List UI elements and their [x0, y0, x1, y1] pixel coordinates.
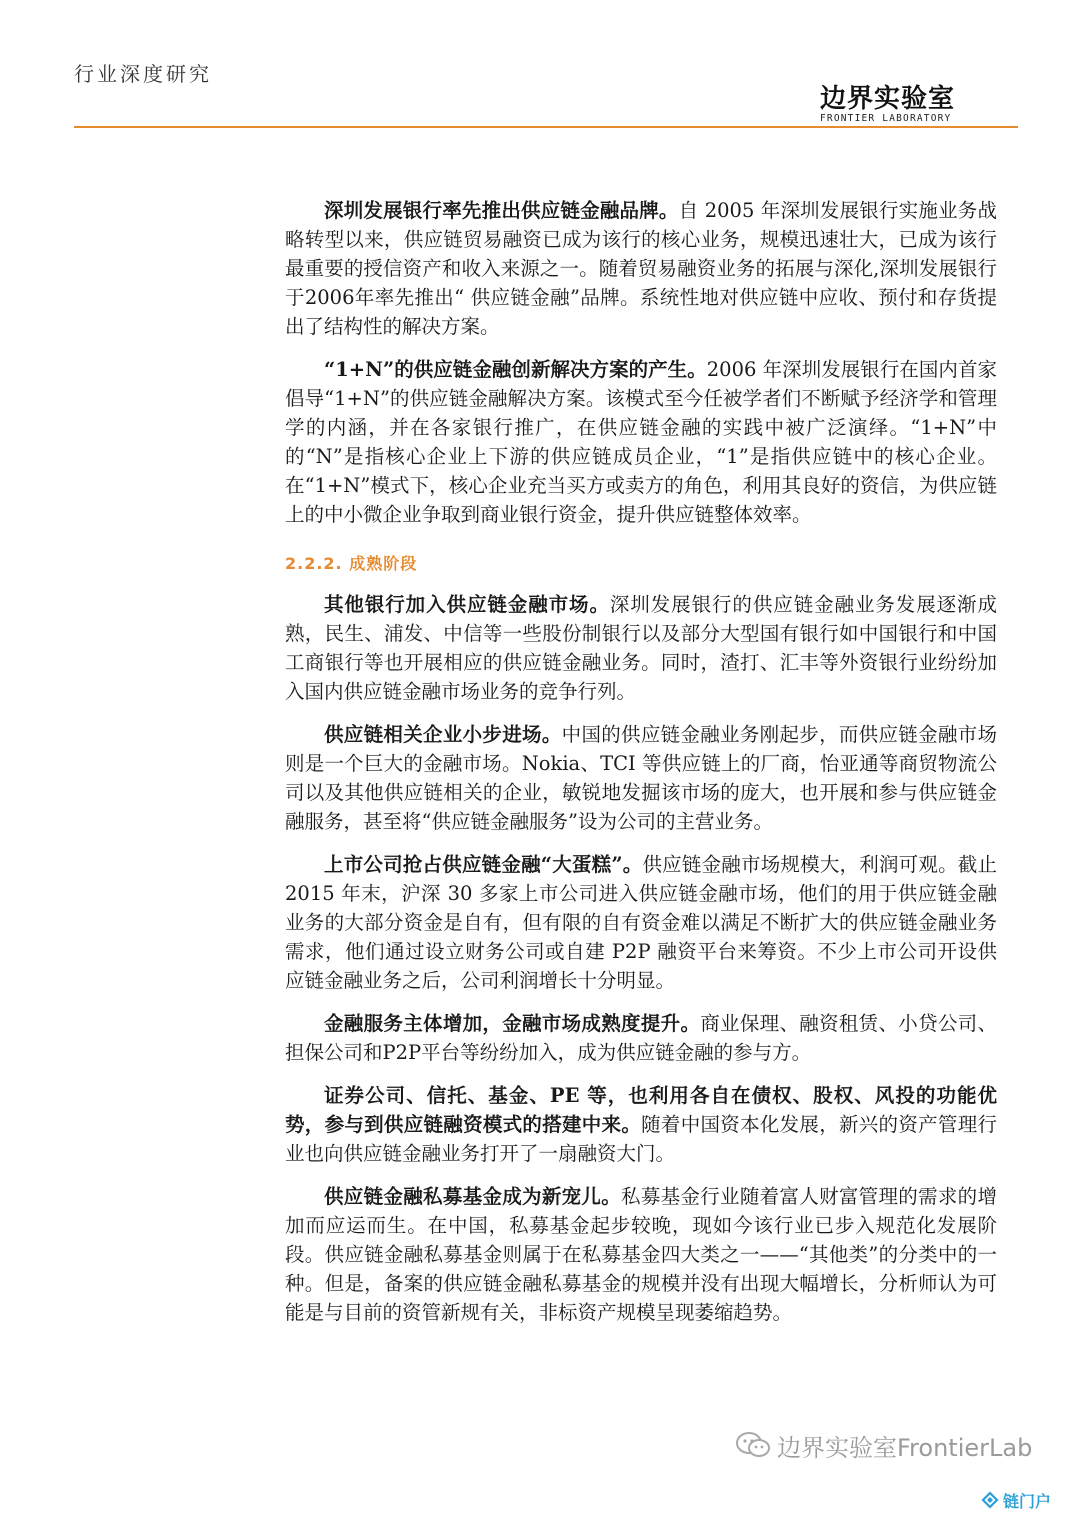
header-divider: [74, 126, 1018, 128]
link-icon: [980, 1490, 1000, 1510]
paragraph-lead: 证券公司、信托、基金、PE 等，也利用各自在债权、股权、风投的功能优势，参与到供应链融资模式的搭建中来。: [285, 1084, 997, 1136]
frontier-laboratory-logo: [820, 86, 970, 126]
paragraph-text: 供应链金融市场规模大，利润可观。截止 2015 年末，沪深 30 多家上市公司进入供应链金融市场，他们的用于供应链金融业务的大部分资金是自有，但有限的自有资金难以满足不断扩大的供应链金融业务需求，他们通过设立财务公司或自建 P2P 融资平台来筹资。不少上市公司开设供应链金融业务之后，公司利润增长十分明显。: [285, 853, 997, 992]
paragraph-7: [285, 1081, 997, 1168]
section-heading: 2.2.2. 成熟阶段: [285, 554, 418, 573]
logo-chinese-text: 边界实验室: [820, 84, 956, 114]
paragraph-text: 中国的供应链金融业务刚起步，而供应链金融市场则是一个巨大的金融市场。Nokia、TCI 等供应链上的厂商，怡亚通等商贸物流公司以及其他供应链相关的企业，敏锐地发掘该市场的庞大，也开展和参与供应链金融服务，甚至将“供应链金融服务”设为公司的主营业务。: [285, 723, 997, 833]
paragraph-text: 深圳发展银行的供应链金融业务发展逐渐成熟，民生、浦发、中信等一些股份制银行以及部分大型国有银行如中国银行和中国工商银行等也开展相应的供应链金融业务。同时，渣打、汇丰等外资银行业纷纷加入国内供应链金融市场业务的竞争行列。: [285, 593, 997, 703]
paragraph-6: [285, 1009, 997, 1067]
paragraph-lead: “1+N”的供应链金融创新解决方案的产生。: [324, 358, 707, 381]
site-badge: [980, 1480, 1051, 1520]
wechat-icon: [735, 1430, 771, 1460]
paragraph-text: 2006 年深圳发展银行在国内首家倡导“1+N”的供应链金融解决方案。该模式至今任被学者们不断赋予经济学和管理学的内涵，并在各家银行推广，在供应链金融的实践中被广泛演绎。“1+N”中的“N”是指核心企业上下游的供应链成员企业，“1”是指供应链中的核心企业。在“1+N”模式下，核心企业充当买方或卖方的角色，利用其良好的资信，为供应链上的中小微企业争取到商业银行资金，提升供应链整体效率。: [285, 358, 998, 526]
paragraph-text: 私募基金行业随着富人财富管理的需求的增加而应运而生。在中国，私募基金起步较晚，现如今该行业已步入规范化发展阶段。供应链金融私募基金则属于在私募基金四大类之一——“其他类”的分类中的一种。但是，备案的供应链金融私募基金的规模并没有出现大幅增长，分析师认为可能是与目前的资管新规有关，非标资产规模呈现萎缩趋势。: [285, 1185, 997, 1324]
paragraph-lead: 金融服务主体增加，金融市场成熟度提升。: [324, 1012, 701, 1035]
paragraph-lead: 深圳发展银行率先推出供应链金融品牌。: [324, 199, 679, 222]
paragraph-lead: 其他银行加入供应链金融市场。: [324, 593, 610, 616]
paragraph-3: [285, 590, 997, 706]
paragraph-text: 随着中国资本化发展，新兴的资产管理行业也向供应链金融业务打开了一扇融资大门。: [285, 1113, 997, 1165]
watermark-text: 边界实验室FrontierLab: [777, 1433, 1033, 1462]
site-badge-text: 链门户: [1003, 1491, 1052, 1511]
paragraph-text: 自 2005 年深圳发展银行实施业务战略转型以来，供应链贸易融资已成为该行的核心业务，规模迅速壮大，已成为该行最重要的授信资产和收入来源之一。随着贸易融资业务的拓展与深化,深圳发展银行于2006年率先推出“ 供应链金融”品牌。系统性地对供应链中应收、预付和存货提出了结构性的解决方案。: [285, 199, 997, 338]
logo-english-text: FRONTIER LABORATORY: [820, 113, 952, 124]
paragraph-lead: 上市公司抢占供应链金融“大蛋糕”。: [324, 853, 643, 876]
paragraph-8: [285, 1182, 997, 1327]
paragraph-lead: 供应链金融私募基金成为新宠儿。: [324, 1185, 622, 1208]
paragraph-4: [285, 720, 997, 836]
article-body: [285, 196, 997, 1341]
paragraph-1: [285, 196, 997, 341]
wechat-watermark: [735, 1425, 1032, 1465]
paragraph-text: 商业保理、融资租赁、小贷公司、担保公司和P2P平台等纷纷加入，成为供应链金融的参与方。: [285, 1012, 997, 1064]
report-category-title: 行业深度研究: [74, 62, 212, 86]
paragraph-lead: 供应链相关企业小步进场。: [324, 723, 562, 746]
paragraph-5: [285, 850, 997, 995]
paragraph-2: [285, 355, 997, 529]
